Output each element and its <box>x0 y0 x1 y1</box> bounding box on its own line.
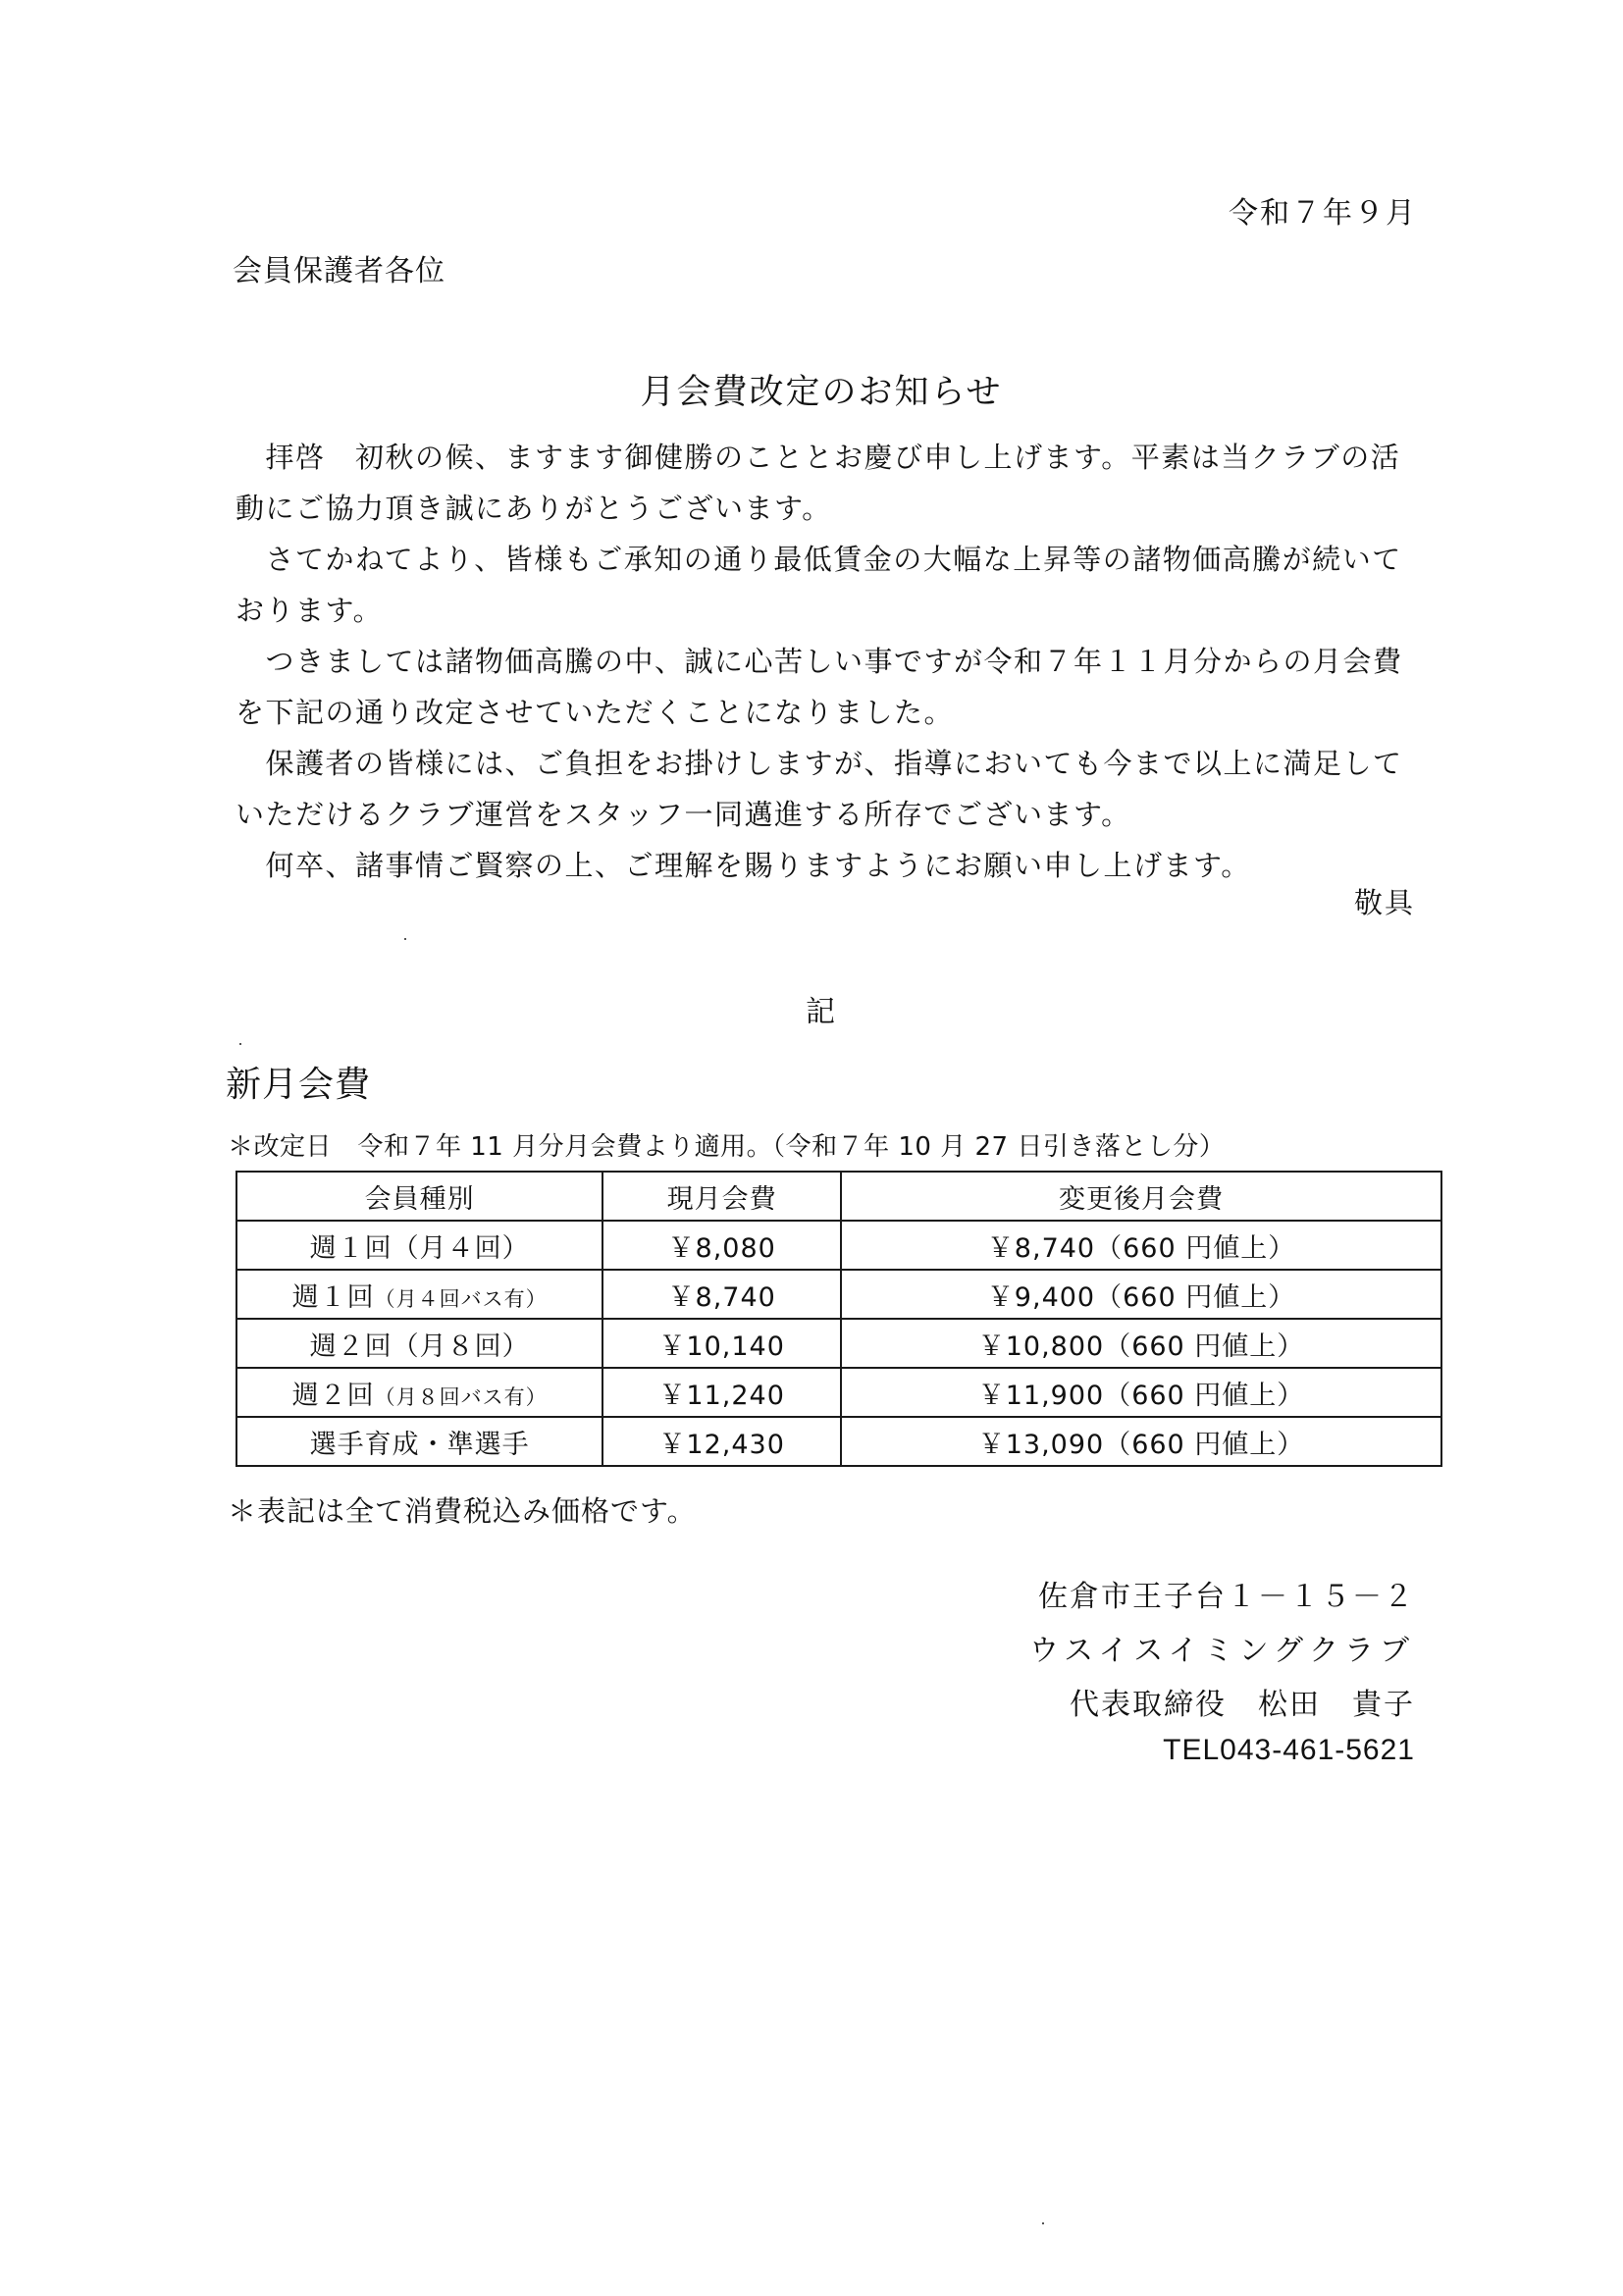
current-fee: ￥8,740 <box>602 1270 841 1319</box>
scan-speck <box>239 1043 241 1045</box>
table-row <box>236 1368 1441 1417</box>
member-type: 選手育成・準選手 <box>309 1429 530 1460</box>
member-type-cell <box>236 1417 602 1466</box>
paragraph-text: 拝啓 初秋の候、ますます御健勝のこととお慶び申し上げます。平素は当クラブの活動にご協力頂き誠にありがとうございます。 <box>236 441 1401 525</box>
new-fee: ￥10,800（660 円値上） <box>841 1319 1441 1368</box>
new-fee: ￥13,090（660 円値上） <box>841 1417 1441 1466</box>
current-fee: ￥12,430 <box>602 1417 841 1466</box>
club-name: ウスイスイミングクラブ <box>1029 1634 1415 1668</box>
paragraph-text: さてかねてより、皆様もご承知の通り最低賃金の大幅な上昇等の諸物価高騰が続いております。 <box>236 543 1402 627</box>
representative: 代表取締役 松田 貴子 <box>1070 1688 1415 1722</box>
member-type-cell <box>236 1221 602 1270</box>
section-heading: 新月会費 <box>226 1065 372 1105</box>
effective-date-note: ＊改定日 令和７年 11 月分月会費より適用。（令和７年 10 月 27 日引き落とし分） <box>228 1132 1226 1162</box>
new-fee: ￥11,900（660 円値上） <box>841 1368 1441 1417</box>
background-paragraph <box>236 534 1423 636</box>
document-title: 月会費改定のお知らせ <box>640 373 1003 412</box>
fee-table <box>236 1171 1442 1467</box>
current-fee: ￥8,080 <box>602 1221 841 1270</box>
tax-note: ＊表記は全て消費税込み価格です。 <box>228 1494 697 1528</box>
header-new-fee: 変更後月会費 <box>841 1172 1441 1221</box>
announcement-paragraph <box>236 636 1423 738</box>
table-row <box>236 1319 1441 1368</box>
table-header-row <box>236 1172 1441 1221</box>
ki-marker: 記 <box>806 995 835 1029</box>
member-type: 週１回（月４回） <box>309 1232 530 1264</box>
paragraph-text: つきましては諸物価高騰の中、誠に心苦しい事ですが令和７年１１月分からの月会費を下記の通り改定させていただくことになりました。 <box>236 645 1403 729</box>
document-date: 令和７年９月 <box>1229 196 1417 231</box>
member-type-cell <box>236 1319 602 1368</box>
new-fee: ￥8,740（660 円値上） <box>841 1221 1441 1270</box>
current-fee: ￥11,240 <box>602 1368 841 1417</box>
new-fee: ￥9,400（660 円値上） <box>841 1270 1441 1319</box>
phone-number: TEL043-461-5621 <box>1163 1734 1415 1766</box>
paragraph-text: 保護者の皆様には、ご負担をお掛けしますが、指導においても今まで以上に満足していただけるクラブ運営をスタッフ一同邁進する所存でございます。 <box>236 747 1403 831</box>
greeting-paragraph <box>236 432 1423 534</box>
commitment-paragraph <box>236 738 1423 840</box>
member-type-detail: （月４回バス有） <box>374 1286 548 1311</box>
header-member-type: 会員種別 <box>236 1172 602 1221</box>
closing-keigu: 敬具 <box>1353 886 1415 919</box>
member-type-cell <box>236 1270 602 1319</box>
current-fee: ￥10,140 <box>602 1319 841 1368</box>
addressee: 会員保護者各位 <box>233 254 445 288</box>
scan-speck <box>404 938 406 940</box>
table-row <box>236 1270 1441 1319</box>
member-type-cell <box>236 1368 602 1417</box>
header-current-fee: 現月会費 <box>602 1172 841 1221</box>
member-type: 週２回（月８回） <box>309 1331 530 1362</box>
member-type: 週１回 <box>291 1281 375 1313</box>
member-type: 週２回 <box>291 1380 375 1411</box>
table-row <box>236 1221 1441 1270</box>
scan-speck <box>1042 2222 1044 2224</box>
member-type-detail: （月８回バス有） <box>374 1384 548 1409</box>
paragraph-text: 何卒、諸事情ご賢察の上、ご理解を賜りますようにお願い申し上げます。 <box>265 849 1251 882</box>
request-paragraph <box>236 840 1423 891</box>
club-address: 佐倉市王子台１－１５－２ <box>1038 1580 1415 1614</box>
table-row <box>236 1417 1441 1466</box>
